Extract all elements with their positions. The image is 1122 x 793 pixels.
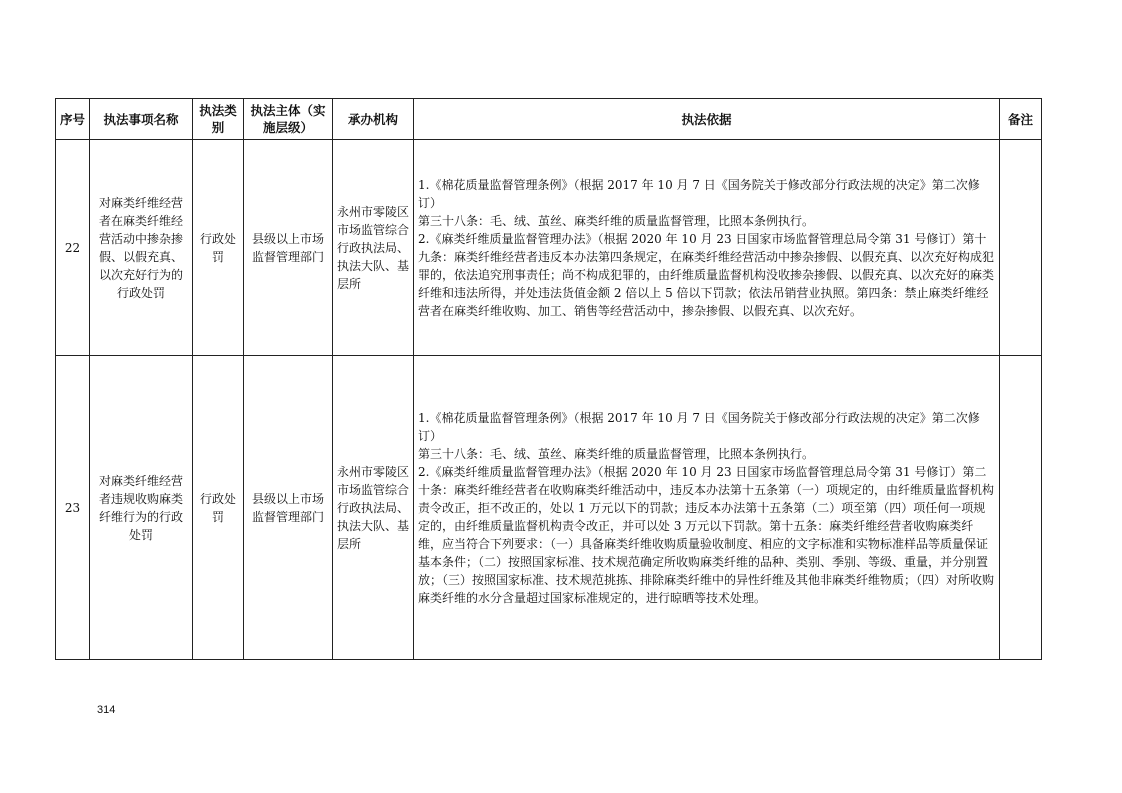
row-no: 22	[56, 140, 90, 356]
row-category: 行政处罚	[193, 356, 244, 660]
header-no: 序号	[56, 99, 90, 140]
row-agency: 永州市零陵区市场监管综合行政执法局、执法大队、基层所	[333, 140, 414, 356]
basis-paragraph: 第三十八条：毛、绒、茧丝、麻类纤维的质量监督管理，比照本条例执行。	[418, 446, 815, 461]
row-item: 对麻类纤维经营者在麻类纤维经营活动中掺杂掺假、以假充真、以次充好行为的行政处罚	[90, 140, 193, 356]
header-basis: 执法依据	[414, 99, 1000, 140]
row-category: 行政处罚	[193, 140, 244, 356]
row-remarks	[1000, 140, 1042, 356]
basis-paragraph: 第三十八条：毛、绒、茧丝、麻类纤维的质量监督管理，比照本条例执行。	[418, 213, 815, 228]
row-basis	[414, 140, 1000, 356]
header-remarks: 备注	[1000, 99, 1042, 140]
enforcement-table	[55, 98, 1042, 660]
header-agency: 承办机构	[333, 99, 414, 140]
row-agency: 永州市零陵区市场监管综合行政执法局、执法大队、基层所	[333, 356, 414, 660]
header-subject: 执法主体（实施层级）	[244, 99, 333, 140]
row-remarks	[1000, 356, 1042, 660]
table-row	[56, 140, 1042, 356]
row-item: 对麻类纤维经营者违规收购麻类纤维行为的行政处罚	[90, 356, 193, 660]
page-number: 314	[97, 704, 116, 716]
header-row	[56, 99, 1042, 140]
header-category: 执法类别	[193, 99, 244, 140]
table-row	[56, 356, 1042, 660]
basis-paragraph: 1.《棉花质量监督管理条例》（根据 2017 年 10 月 7 日《国务院关于修改部分行政法规的决定》第二次修订）	[418, 410, 980, 443]
row-subject: 县级以上市场监督管理部门	[244, 140, 333, 356]
basis-paragraph: 1.《棉花质量监督管理条例》（根据 2017 年 10 月 7 日《国务院关于修改部分行政法规的决定》第二次修订）	[418, 177, 980, 210]
row-subject: 县级以上市场监督管理部门	[244, 356, 333, 660]
basis-paragraph: 2.《麻类纤维质量监督管理办法》（根据 2020 年 10 月 23 日国家市场监督管理总局令第 31 号修订）第二十条：麻类纤维经营者在收购麻类纤维活动中，违反本办法第十五条第（一）项规定的，由纤维质量监督机构责令改正，拒不改正的，处以 1 万元以下的罚款；违反本办法第十五条第（二）项至第（四）项任何一项规定的，由纤维质量监督机构责令改正，并可以处 3 万元以下罚款。第十五条：麻类纤维经营者收购麻类纤维，应当符合下列要求：（一）具备麻类纤维收购质量验收制度、相应的文字标准和实物标准样品等质量保证基本条件；（二）按照国家标准、技术规范确定所收购麻类纤维的品种、类别、季别、等级、重量，并分别置放；（三）按照国家标准、技术规范挑拣、排除麻类纤维中的异性纤维及其他非麻类纤维物质；（四）对所收购麻类纤维的水分含量超过国家标准规定的，进行晾晒等技术处理。	[418, 464, 995, 605]
row-basis	[414, 356, 1000, 660]
row-no: 23	[56, 356, 90, 660]
basis-paragraph: 2.《麻类纤维质量监督管理办法》（根据 2020 年 10 月 23 日国家市场监督管理总局令第 31 号修订）第十九条：麻类纤维经营者违反本办法第四条规定，在麻类纤维经营活动中掺杂掺假、以假充真、以次充好构成犯罪的，依法追究刑事责任；尚不构成犯罪的，由纤维质量监督机构没收掺杂掺假、以假充真、以次充好的麻类纤维和违法所得，并处违法货值金额 2 倍以上 5 倍以下罚款；依法吊销营业执照。第四条：禁止麻类纤维经营者在麻类纤维收购、加工、销售等经营活动中，掺杂掺假、以假充真、以次充好。	[418, 231, 995, 318]
header-item: 执法事项名称	[90, 99, 193, 140]
